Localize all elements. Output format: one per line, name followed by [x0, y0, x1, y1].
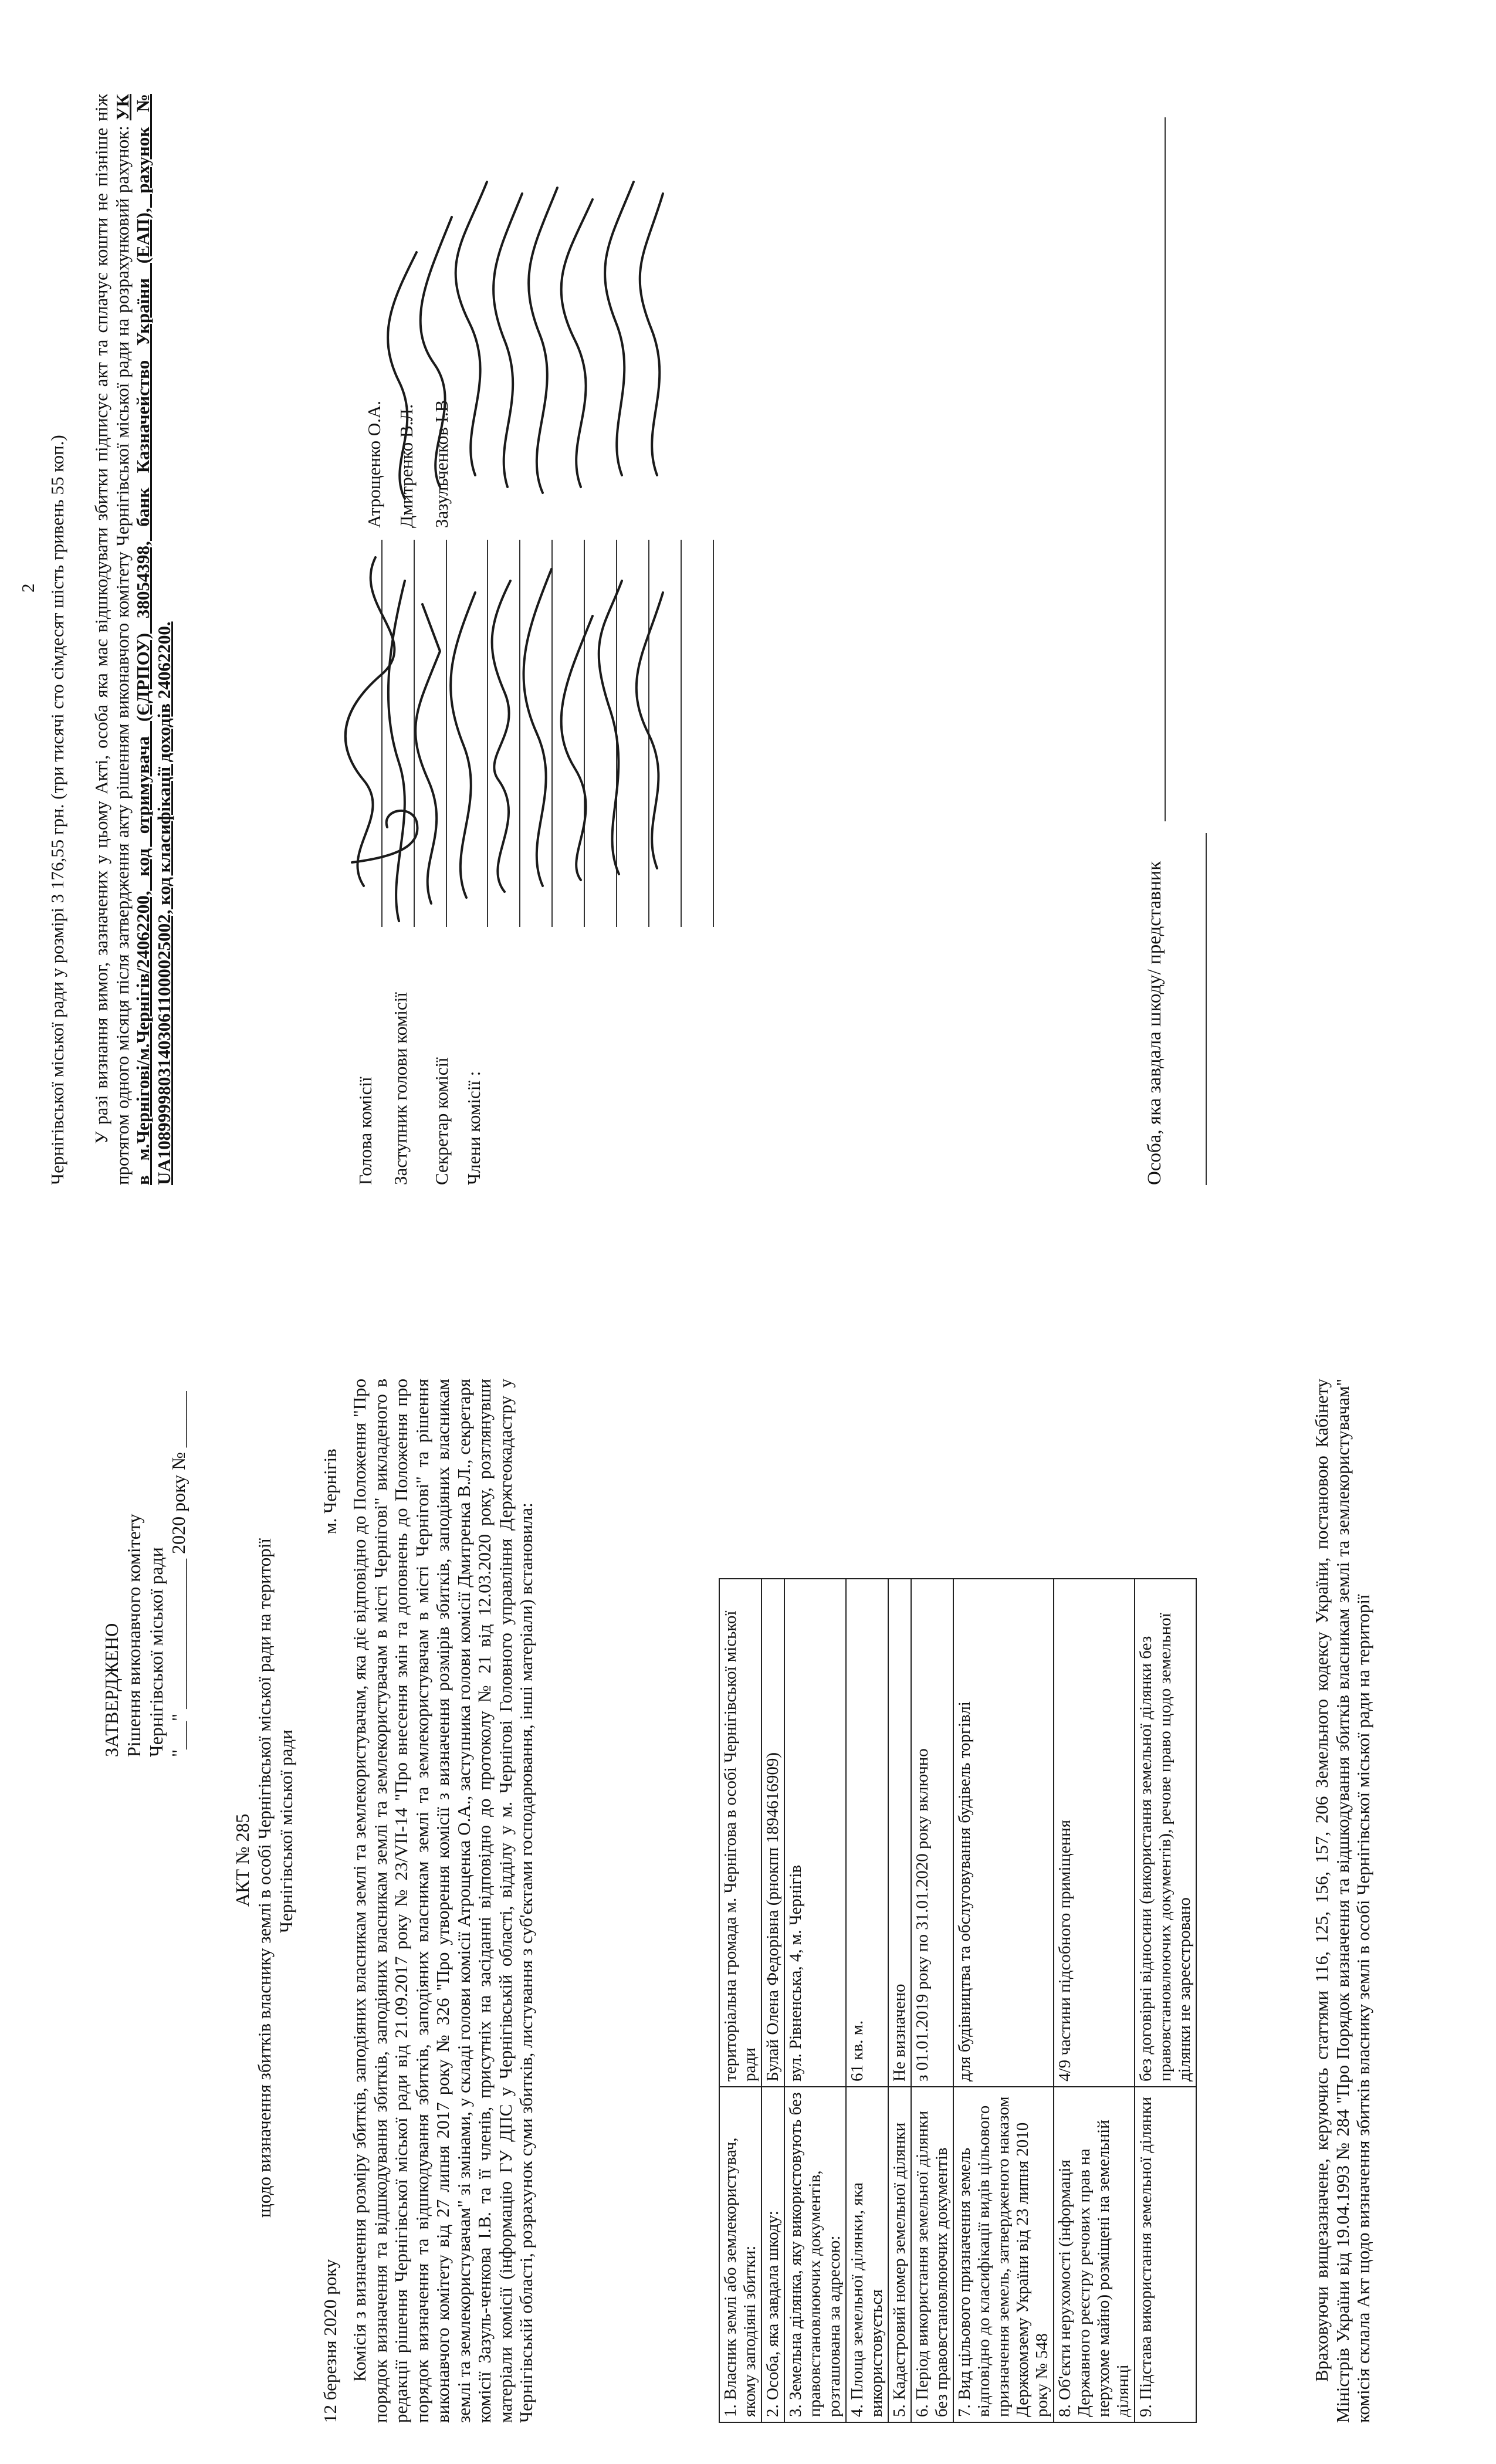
secretary-name: Зазульченков І.В — [431, 400, 452, 528]
approval-body: Рішення виконавчого комітету — [123, 1514, 144, 1757]
row-key: 6. Період використання земельної ділянки без правовстановлюючих документів — [911, 2087, 953, 2422]
obligation-text: У разі визнання вимог, зазначених у цьому Акті, особа яка має відшкодувати збитки підписує акт та сплачує кошти не пізніше ніж протягом одного місяця після затвердження акту рішенням виконавчого комітету Чернігівської міської ради на розрахунковий рахунок: — [91, 94, 133, 1185]
act-city: м. Чернігів — [320, 1448, 340, 1534]
act-page-one — [0, 1232, 1496, 2464]
row-value: Не визначено — [888, 1579, 911, 2087]
chair-label: Голова комісії — [355, 1077, 375, 1185]
table-row — [1054, 1579, 1135, 2422]
responsible-person-label: Особа, яка завдала шкоду/ представник — [1144, 861, 1165, 1185]
responsible-name-line — [1206, 833, 1207, 1185]
table-row — [784, 1579, 846, 2422]
responsible-signature-line — [1165, 117, 1166, 821]
row-key: 2. Особа, яка завдала шкоду: — [761, 2087, 784, 2422]
table-row — [846, 1579, 888, 2422]
row-value: для будівництва та обслуговування будівель торгівлі — [953, 1579, 1054, 2087]
secretary-label: Секретар комісії — [431, 1057, 452, 1185]
act-subtitle-line1: щодо визначення збитків власнику землі в особі Чернігівської міської ради на території — [254, 1538, 275, 2218]
row-value: з 01.01.2019 року по 31.01.2020 року включно — [911, 1579, 953, 2087]
row-value: Булай Олена Федорівна (рнокпп 1894616909) — [761, 1579, 784, 2087]
handwritten-signatures — [329, 0, 774, 956]
act-title: АКТ № 285 — [232, 1813, 253, 1907]
land-info-table — [719, 1578, 1197, 2423]
act-subtitle-line2: Чернігівської міської ради — [276, 1729, 296, 1933]
closing-paragraph: Враховуючи вищезазначене, керуючись статтями 116, 125, 156, 157, 206 Земельного кодексу України, постановою Кабінету Міністрів України від 19.04.1993 № 284 "Про Порядок визначення та відшкодування збитків власникам землі та землекористувачам" комісія склала Акт щодо визначення збитків власнику землі в особі Чернігівської міської ради на території — [1311, 1379, 1373, 2423]
table-row — [911, 1579, 953, 2422]
row-key: 5. Кадастровий номер земельної ділянки — [888, 2087, 911, 2422]
table-row — [953, 1579, 1054, 2422]
row-key: 8. Об'єкти нерухомості (інформація Державного реєстру речових прав на нерухоме майно) розміщені на земельній ділянці — [1054, 2087, 1135, 2422]
deputy-label: Заступник голови комісії — [390, 992, 411, 1185]
row-key: 4. Площа земельної ділянки, яка використовується — [846, 2087, 888, 2422]
approval-date-number: "___" ________________ 2020 року № ______ — [168, 1391, 189, 1757]
approval-council: Чернігівської міської ради — [145, 1547, 167, 1757]
intro-paragraph: Комісія з визначення розміру збитків, заподіяних власникам землі та землекористувачам, яка діє відповідно до Положення "Про порядок визначення та відшкодування збитків, заподіяних власникам землі та землекористувачам в місті Чернігові" викладеного в редакції рішення Чернігівської міської ради від 21.09.2017 року № 23/VII-14 "Про внесення змін та доповнень до Положення про порядок визначення та відшкодування збитків, заподіяних власникам землі та землекористувачам в місті Чернігові" та рішення виконавчого комітету від 27 липня 2017 року № 326 "Про утворення комісії з визначення розмірів збитків, заподіяних власникам землі та землекористувачам" зі змінами, у складі голови комісії Атрощенка О.А., заступника голови комісії Дмитренка В.Л., секретаря комісії Зазуль-ченкова І.В. та її членів, присутніх на засіданні відповідно до протоколу № 21 від 12.03.2020 року, розглянувши матеріали комісії (інформацію ГУ ДПС у Чернігівській області, відділу у м. Чернігові Головного управління Держгеокадастру у Чернігівській області, розрахунок суми збитків, листування з суб'єктами господарювання, інші матеріали) встановила: — [349, 1379, 536, 2423]
deputy-name: Дмитренко В.Л. — [396, 404, 417, 528]
table-row — [888, 1579, 911, 2422]
row-value: 61 кв. м. — [846, 1579, 888, 2087]
row-value: вул. Рівненська, 4, м. Чернігів — [784, 1579, 846, 2087]
approval-label: ЗАТВЕРДЖЕНО — [101, 1623, 122, 1757]
table-row — [761, 1579, 784, 2422]
row-value: територіальна громада м. Чернігова в особі Чернігівської міської ради — [719, 1579, 761, 2087]
obligation-paragraph — [91, 94, 174, 1185]
row-key: 9. Підстава використання земельної ділянки — [1135, 2087, 1196, 2422]
act-date: 12 березня 2020 року — [320, 2259, 340, 2423]
row-value: без договірні відносини (використання земельної ділянки без правовстановлюючих документів), речове право щодо земельної ділянки не зареєстровано — [1135, 1579, 1196, 2087]
row-value: 4/9 частини підсобного приміщення — [1054, 1579, 1135, 2087]
row-key: 3. Земельна ділянка, яку використовують без правовстановлюючих документів, розташована за адресою: — [784, 2087, 846, 2422]
table-row — [719, 1579, 761, 2422]
row-key: 7. Вид цільового призначення земель відповідно до класифікації видів цільового призначення земель, затвердженого наказом Держкомзему України від 23 липня 2010 року № 548 — [953, 2087, 1054, 2422]
continuation-text: Чернігівської міської ради у розмірі 3 176,55 грн. (три тисячі сто сімдесят шість гривень 55 коп.) — [47, 435, 67, 1185]
members-label: Члени комісії : — [463, 1071, 484, 1185]
chair-name: Атрощенко О.А. — [364, 401, 384, 528]
table-row — [1135, 1579, 1196, 2422]
bank-details: УК в м.Чернігові/м.Чернігів/24062200, код отримувача (ЄДРПОУ) 38054398, банк Казначейство України (ЕАП), рахунок № UA108999980314030611000025002, код класифікації доходів 24062200. — [111, 93, 174, 1185]
page-number: 2 — [18, 583, 38, 593]
row-key: 1. Власник землі або землекористувач, якому заподіяні збитки: — [719, 2087, 761, 2422]
